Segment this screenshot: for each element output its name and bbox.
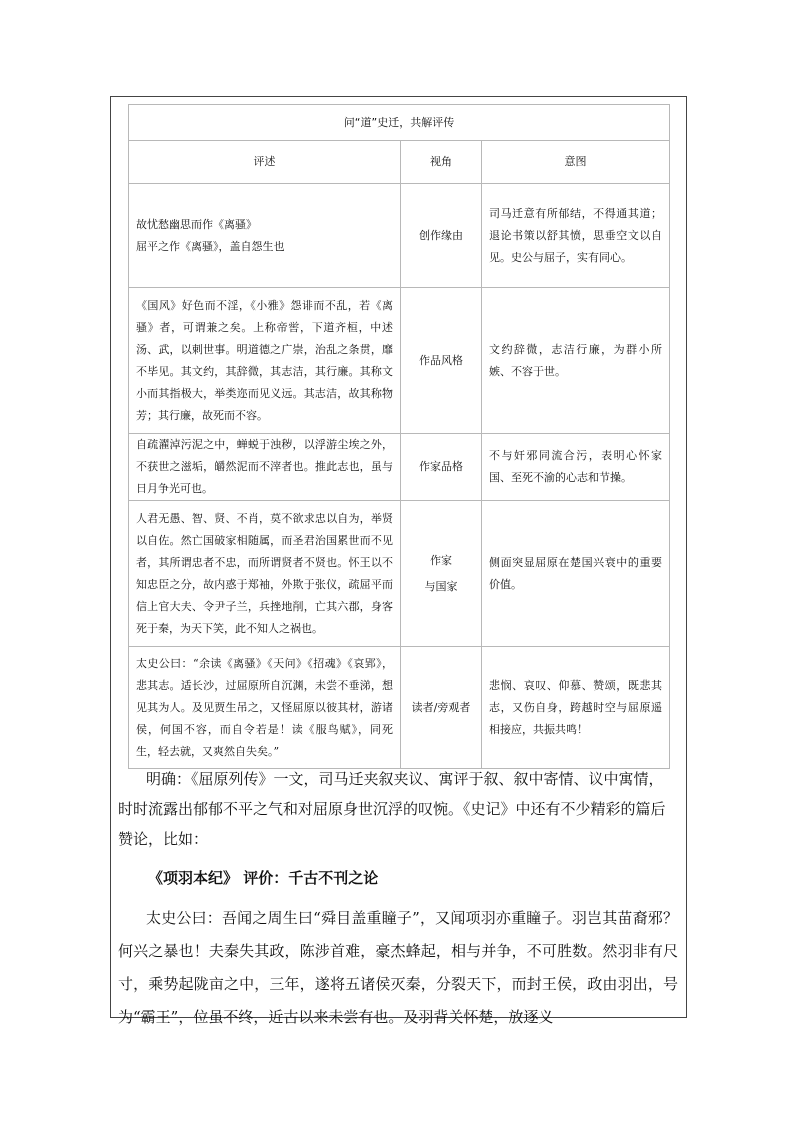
- view-cell: 作家品格: [401, 434, 482, 501]
- header-view: 视角: [401, 141, 482, 184]
- review-cell: 自疏濯淖污泥之中，蝉蜕于浊秽，以浮游尘埃之外，不获世之滋垢，皭然泥而不滓者也。推此志也，虽与日月争光可也。: [129, 434, 401, 501]
- explanation-paragraph: 明确：《屈原列传》一文，司马迁夹叙夹议、寓评于叙、叙中寄情、议中寓情，时时流露出郁郁不平之气和对屈原身世沉浮的叹惋。《史记》中还有不少精彩的篇后赞论，比如：: [118, 770, 666, 848]
- header-review: 评述: [129, 141, 401, 184]
- table-row: [129, 288, 670, 434]
- review-cell: 太史公曰：“余读《离骚》《天问》《招魂》《哀郢》，悲其志。适长沙，过屈原所自沉渊，未尝不垂涕，想见其为人。及见贾生吊之，又怪屈原以彼其材，游诸侯，何国不容，而自令若是！读《服鸟赋》，同死生，轻去就，又爽然自失矣。”: [129, 647, 401, 769]
- view-cell: 作家 与国家: [401, 501, 482, 647]
- intent-cell: 悲悯、哀叹、仰慕、赞颂，既悲其志，又伤自身，跨越时空与屈原遥相接应，共振共鸣！: [482, 647, 670, 769]
- table-row: [129, 184, 670, 288]
- intent-cell: 侧面突显屈原在楚国兴衰中的重要价值。: [482, 501, 670, 647]
- view-cell: 作品风格: [401, 288, 482, 434]
- view-cell: 创作缘由: [401, 184, 482, 288]
- commentary-table: [128, 104, 670, 769]
- review-cell: 《国风》好色而不淫，《小雅》怨诽而不乱，若《离骚》者，可谓兼之矣。上称帝喾，下道齐桓，中述汤、武，以刺世事。明道德之广崇，治乱之条贯，靡不毕见。其文约，其辞微，其志洁，其行廉。其称文小而其指极大，举类迩而见义远。其志洁，故其称物芳；其行廉，故死而不容。: [129, 288, 401, 434]
- table-title: 问“道”史迁，共解评传: [129, 105, 670, 141]
- section-heading: 《项羽本纪》 评价：千古不刊之论: [148, 869, 379, 887]
- view-cell: 读者/旁观者: [401, 647, 482, 769]
- intent-cell: 文约辞微，志洁行廉，为群小所嫉、不容于世。: [482, 288, 670, 434]
- review-cell: 故忧愁幽思而作《离骚》 屈平之作《离骚》，盖自怨生也: [129, 184, 401, 288]
- review-cell: 人君无愚、智、贤、不肖，莫不欲求忠以自为，举贤以自佐。然亡国破家相随属，而圣君治国累世而不见者，其所谓忠者不忠，而所谓贤者不贤也。怀王以不知忠臣之分，故内惑于郑袖，外欺于张仪，疏屈平而信上官大夫、令尹子兰，兵挫地削，亡其六郡，身客死于秦，为天下笑，此不知人之祸也。: [129, 501, 401, 647]
- table-row: [129, 501, 670, 647]
- table-row: [129, 647, 670, 769]
- table-container: [128, 104, 669, 769]
- header-intent: 意图: [482, 141, 670, 184]
- table-row: [129, 434, 670, 501]
- quote-paragraph: 太史公曰：吾闻之周生曰“舜目盖重瞳子”，又闻项羽亦重瞳子。羽岂其苗裔邪？何兴之暴也！夫秦失其政，陈涉首难，豪杰蜂起，相与并争，不可胜数。然羽非有尺寸，乘势起陇亩之中，三年，遂将五诸侯灭秦，分裂天下，而封王侯，政由羽出，号为“霸王”，位虽不终，近古以来未尝有也。及羽背关怀楚，放逐义: [118, 909, 678, 1026]
- intent-cell: 司马迁意有所郁结，不得通其道；退论书策以舒其愤，思垂空文以自见。史公与屈子，实有同心。: [482, 184, 670, 288]
- intent-cell: 不与奸邪同流合污，表明心怀家国、至死不渝的心志和节操。: [482, 434, 670, 501]
